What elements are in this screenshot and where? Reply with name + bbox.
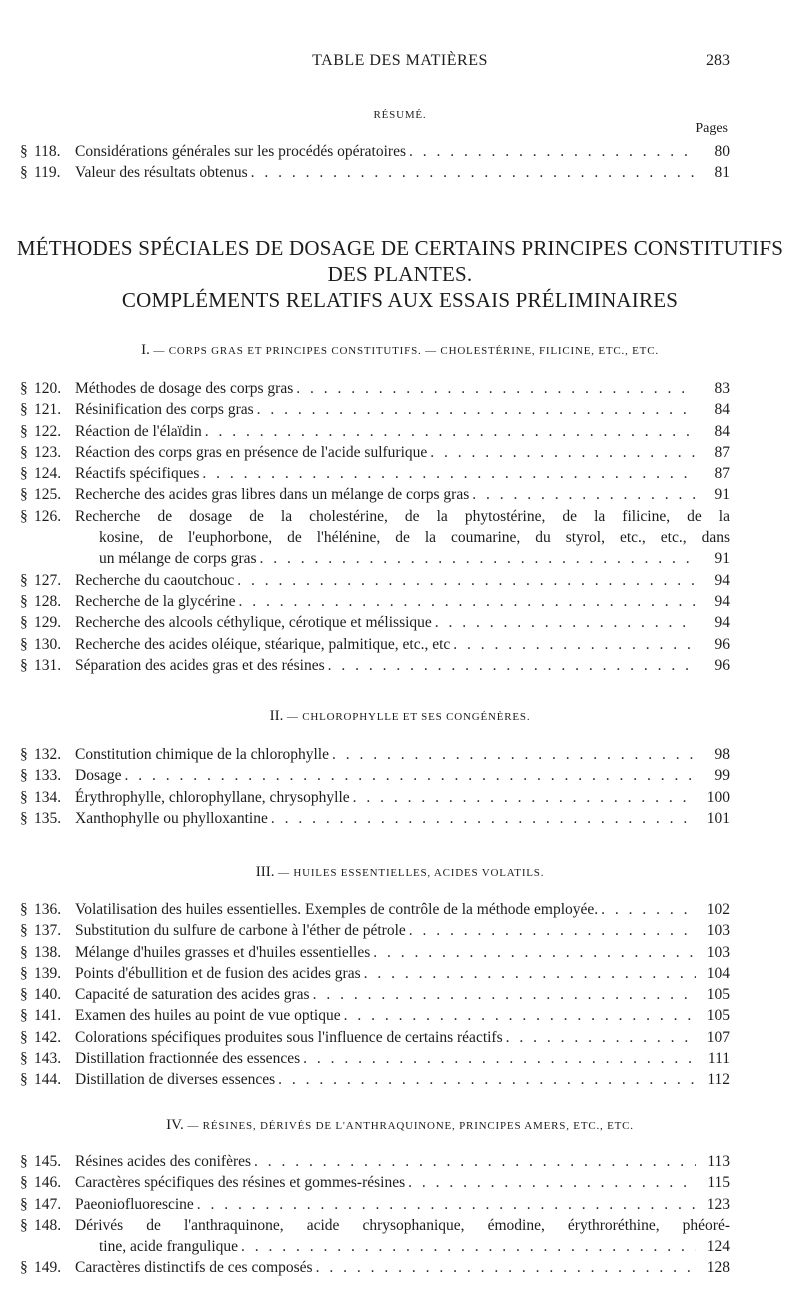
entry-page-number: 91 — [714, 550, 730, 568]
entry-body — [75, 1005, 730, 1026]
entry-page-number: 81 — [714, 164, 730, 182]
entry-leader-line — [75, 942, 730, 963]
entry-text: Érythrophylle, chlorophyllane, chrysophylle — [75, 788, 350, 806]
entry-body — [75, 141, 730, 162]
section-symbol: § — [20, 164, 28, 182]
entry-text: Valeur des résultats obtenus — [75, 164, 248, 182]
entry-text-line: Dérivés de l'anthraquinone, acide chrysophanique, émodine, érythroréthine, phéoré- — [75, 1216, 730, 1234]
pages-label: Pages — [695, 121, 728, 136]
entry-number: 144. — [34, 1071, 62, 1089]
entry-text: Réactifs spécifiques — [75, 465, 200, 483]
entry-number: 141. — [34, 1007, 62, 1025]
section-title: — HUILES ESSENTIELLES, ACIDES VOLATILS. — [274, 867, 545, 879]
resume-toc — [0, 141, 800, 184]
entry-body — [75, 612, 730, 633]
entry-page-number: 102 — [706, 901, 730, 918]
section-symbol: § — [20, 767, 28, 785]
toc-entry — [0, 920, 800, 941]
entry-leader-line — [75, 463, 730, 484]
entry-body — [75, 1215, 730, 1258]
entry-number: 146. — [34, 1174, 62, 1192]
entry-leader-line — [75, 442, 730, 463]
section-symbol: § — [20, 1028, 28, 1046]
entry-page-number: 113 — [707, 1153, 730, 1170]
entry-leader-line — [75, 548, 730, 569]
main-title-line-2: DES PLANTES. — [327, 262, 473, 286]
entry-number: 135. — [34, 809, 62, 827]
entry-text: Recherche des acides oléique, stéarique, palmitique, etc., etc — [75, 635, 451, 653]
running-header — [0, 52, 800, 76]
entry-text: Constitution chimique de la chlorophylle — [75, 746, 329, 763]
section-title: — RÉSINES, DÉRIVÉS DE L'ANTHRAQUINONE, PRINCIPES AMERS, ETC., ETC. — [183, 1120, 634, 1132]
entry-number: 120. — [34, 380, 62, 397]
section-title: — CORPS GRAS ET PRINCIPES CONSTITUTIFS. — CHOLESTÉRINE, FILICINE, ETC., ETC. — [149, 345, 659, 357]
dot-leader — [205, 421, 696, 442]
entry-body — [75, 808, 730, 829]
entry-leader-line — [75, 655, 730, 676]
entry-leader-line — [75, 399, 730, 420]
entry-number: 125. — [34, 486, 62, 504]
dot-leader — [430, 442, 696, 463]
entry-page-number: 105 — [706, 1007, 730, 1025]
entry-number: 134. — [34, 788, 62, 806]
dot-leader — [271, 808, 696, 829]
section-symbol: § — [20, 1071, 28, 1089]
section-symbol: § — [20, 901, 28, 918]
entry-text: Capacité de saturation des acides gras — [75, 986, 310, 1004]
entry-body — [75, 399, 730, 420]
entry-text: Recherche de la glycérine — [75, 592, 236, 610]
dot-leader — [303, 1048, 696, 1069]
entry-page-number: 115 — [707, 1174, 730, 1192]
toc-entry — [0, 141, 800, 162]
entry-leader-line — [75, 570, 730, 591]
entry-page-number: 111 — [707, 1050, 730, 1068]
entry-text: Volatilisation des huiles essentielles. Exemples de contrôle de la méthode employée. — [75, 901, 599, 918]
toc-entry — [0, 1027, 800, 1048]
entry-text: un mélange de corps gras — [99, 550, 257, 568]
section-symbol: § — [20, 592, 28, 610]
entry-number: 145. — [34, 1153, 62, 1170]
section-heading-4 — [0, 1117, 800, 1134]
entry-number: 118. — [34, 143, 61, 160]
dot-leader — [316, 1257, 696, 1278]
section-roman: IV. — [166, 1117, 184, 1133]
entry-text: Examen des huiles au point de vue optique — [75, 1007, 341, 1025]
entry-text: Recherche des alcools céthylique, cérotique et mélissique — [75, 614, 432, 632]
entry-body — [75, 942, 730, 963]
entry-text: Caractères distinctifs de ces composés — [75, 1259, 313, 1277]
entry-body — [75, 655, 730, 676]
toc-entry — [0, 612, 800, 633]
entry-number: 136. — [34, 901, 62, 918]
section-toc-2 — [0, 744, 800, 829]
entry-leader-line — [75, 1172, 730, 1193]
running-title: TABLE DES MATIÈRES — [312, 52, 488, 69]
section-symbol: § — [20, 1259, 28, 1277]
section-symbol: § — [20, 380, 28, 397]
entry-leader-line — [75, 787, 730, 808]
section-symbol: § — [20, 465, 28, 483]
entry-page-number: 91 — [714, 486, 730, 504]
dot-leader — [373, 942, 696, 963]
toc-entry — [0, 1151, 800, 1172]
entry-page-number: 84 — [714, 422, 730, 440]
entry-leader-line — [75, 1027, 730, 1048]
entry-number: 124. — [34, 465, 62, 483]
entry-page-number: 83 — [714, 380, 730, 397]
toc-entry — [0, 506, 800, 570]
toc-entry — [0, 162, 800, 183]
resume-heading: RÉSUMÉ. — [373, 109, 427, 121]
entry-body — [75, 920, 730, 941]
entry-body — [75, 162, 730, 183]
section-symbol: § — [20, 1195, 28, 1213]
toc-entry — [0, 634, 800, 655]
entry-text: Mélange d'huiles grasses et d'huiles essentielles — [75, 943, 371, 961]
section-symbol: § — [20, 401, 28, 419]
dot-leader — [257, 399, 696, 420]
entry-body — [75, 378, 730, 399]
main-title — [0, 235, 800, 313]
entry-body — [75, 963, 730, 984]
section-symbol: § — [20, 1153, 28, 1170]
dot-leader — [435, 612, 696, 633]
section-symbol: § — [20, 1174, 28, 1192]
dot-leader — [125, 765, 697, 786]
section-symbol: § — [20, 809, 28, 827]
toc-entry — [0, 744, 800, 765]
entry-page-number: 105 — [706, 986, 730, 1004]
entry-leader-line — [75, 920, 730, 941]
dot-leader — [260, 548, 696, 569]
entry-body — [75, 1172, 730, 1193]
entry-number: 147. — [34, 1195, 62, 1213]
section-symbol: § — [20, 746, 28, 763]
toc-entry — [0, 655, 800, 676]
entry-page-number: 84 — [714, 401, 730, 419]
entry-text: tine, acide frangulique — [99, 1238, 239, 1256]
entry-page-number: 128 — [706, 1259, 730, 1277]
entry-leader-line — [75, 1236, 730, 1257]
section-toc-4 — [0, 1151, 800, 1279]
toc-entry — [0, 399, 800, 420]
entry-number: 130. — [34, 635, 62, 653]
entry-leader-line — [75, 1151, 730, 1172]
entry-body — [75, 463, 730, 484]
main-title-line-3: COMPLÉMENTS RELATIFS AUX ESSAIS PRÉLIMINAIRES — [121, 288, 679, 312]
section-symbol: § — [20, 1050, 28, 1068]
dot-leader — [254, 1151, 696, 1172]
entry-leader-line — [75, 984, 730, 1005]
dot-leader — [197, 1194, 696, 1215]
toc-entry — [0, 1069, 800, 1090]
entry-leader-line — [75, 765, 730, 786]
toc-entry — [0, 899, 800, 920]
toc-entry — [0, 1257, 800, 1278]
dot-leader — [353, 787, 696, 808]
entry-leader-line — [75, 744, 730, 765]
entry-text: Recherche des acides gras libres dans un mélange de corps gras — [75, 486, 470, 504]
entry-text: Xanthophylle ou phylloxantine — [75, 809, 268, 827]
dot-leader — [328, 655, 696, 676]
entry-number: 139. — [34, 964, 62, 982]
dot-leader — [202, 463, 696, 484]
section-symbol: § — [20, 943, 28, 961]
dot-leader — [601, 899, 696, 920]
entry-body — [75, 1027, 730, 1048]
section-symbol: § — [20, 922, 28, 940]
entry-text: Caractères spécifiques des résines et gommes-résines — [75, 1174, 406, 1192]
entry-leader-line — [75, 1069, 730, 1090]
entry-page-number: 124 — [706, 1238, 730, 1256]
entry-text-line: Recherche de dosage de la cholestérine, de la phytostérine, de la filicine, de la — [75, 507, 730, 525]
entry-leader-line — [75, 612, 730, 633]
section-symbol: § — [20, 486, 28, 504]
entry-number: 142. — [34, 1028, 62, 1046]
entry-text: Distillation de diverses essences — [75, 1071, 276, 1089]
entry-text-line: kosine, de l'euphorbone, de l'hélénine, de la coumarine, du styrol, etc., etc., dans — [99, 529, 730, 547]
entry-number: 149. — [34, 1259, 62, 1277]
section-heading-1 — [0, 342, 800, 359]
dot-leader — [344, 1005, 696, 1026]
entry-number: 138. — [34, 943, 62, 961]
entry-page-number: 94 — [714, 571, 730, 589]
entry-leader-line — [75, 484, 730, 505]
main-title-line-1: MÉTHODES SPÉCIALES DE DOSAGE DE CERTAINS PRINCIPES CONSTITUTIFS — [16, 236, 784, 260]
entry-page-number: 94 — [714, 614, 730, 632]
toc-entry — [0, 570, 800, 591]
section-symbol: § — [20, 788, 28, 806]
toc-entry — [0, 787, 800, 808]
toc-entry — [0, 591, 800, 612]
entry-number: 128. — [34, 592, 62, 610]
entry-page-number: 96 — [714, 656, 730, 674]
entry-leader-line — [75, 963, 730, 984]
entry-text: Points d'ébullition et de fusion des acides gras — [75, 964, 361, 982]
entry-body — [75, 1257, 730, 1278]
entry-number: 137. — [34, 922, 62, 940]
entry-body — [75, 765, 730, 786]
entry-text: Colorations spécifiques produites sous l'influence de certains réactifs — [75, 1028, 503, 1046]
entry-text: Réaction des corps gras en présence de l'acide sulfurique — [75, 443, 428, 461]
entry-page-number: 94 — [714, 592, 730, 610]
entry-number: 132. — [34, 746, 62, 763]
dot-leader — [409, 920, 696, 941]
entry-number: 123. — [34, 443, 62, 461]
entry-body — [75, 744, 730, 765]
entry-body — [75, 899, 730, 920]
toc-entry — [0, 963, 800, 984]
dot-leader — [506, 1027, 696, 1048]
entry-body — [75, 570, 730, 591]
entry-page-number: 99 — [714, 767, 730, 785]
entry-body — [75, 1151, 730, 1172]
entry-leader-line — [75, 591, 730, 612]
toc-entry — [0, 1005, 800, 1026]
entry-leader-line — [75, 162, 730, 183]
toc-entry — [0, 984, 800, 1005]
entry-number: 126. — [34, 507, 62, 525]
dot-leader — [251, 162, 696, 183]
section-symbol: § — [20, 964, 28, 982]
entry-text: Considérations générales sur les procédés opératoires — [75, 143, 406, 160]
entry-page-number: 104 — [706, 964, 730, 982]
section-symbol: § — [20, 986, 28, 1004]
entry-leader-line — [75, 1048, 730, 1069]
section-title: — CHLOROPHYLLE ET SES CONGÉNÈRES. — [283, 711, 531, 723]
entry-text: Substitution du sulfure de carbone à l'éther de pétrole — [75, 922, 406, 940]
entry-body — [75, 506, 730, 570]
section-symbol: § — [20, 635, 28, 653]
entry-text: Dosage — [75, 767, 122, 785]
entry-body — [75, 787, 730, 808]
dot-leader — [237, 570, 696, 591]
entry-number: 143. — [34, 1050, 62, 1068]
entry-body — [75, 421, 730, 442]
toc-entry — [0, 808, 800, 829]
entry-body — [75, 442, 730, 463]
entry-leader-line — [75, 1005, 730, 1026]
entry-page-number: 107 — [706, 1028, 730, 1046]
section-symbol: § — [20, 571, 28, 589]
entry-text: Recherche du caoutchouc — [75, 571, 235, 589]
entry-page-number: 96 — [714, 635, 730, 653]
dot-leader — [239, 591, 696, 612]
section-symbol: § — [20, 614, 28, 632]
section-symbol: § — [20, 1007, 28, 1025]
entry-page-number: 103 — [706, 922, 730, 940]
entry-body — [75, 984, 730, 1005]
entry-page-number: 98 — [714, 746, 730, 763]
section-roman: III. — [255, 864, 275, 880]
entry-text: Séparation des acides gras et des résines — [75, 656, 325, 674]
entry-number: 122. — [34, 422, 62, 440]
entry-body — [75, 1069, 730, 1090]
entry-leader-line — [75, 808, 730, 829]
section-roman: II. — [269, 708, 284, 724]
toc-entry — [0, 484, 800, 505]
entry-page-number: 100 — [706, 788, 730, 806]
entry-body — [75, 1048, 730, 1069]
entry-text: Réaction de l'élaïdin — [75, 422, 202, 440]
section-roman: I. — [141, 342, 150, 358]
toc-entry — [0, 421, 800, 442]
entry-number: 129. — [34, 614, 62, 632]
dot-leader — [241, 1236, 696, 1257]
dot-leader — [332, 744, 696, 765]
entry-number: 148. — [34, 1216, 62, 1234]
toc-entry — [0, 765, 800, 786]
entry-leader-line — [75, 899, 730, 920]
toc-entry — [0, 1048, 800, 1069]
entry-number: 119. — [34, 164, 61, 182]
section-heading-3 — [0, 864, 800, 881]
entry-page-number: 123 — [706, 1195, 730, 1213]
entry-leader-line — [75, 634, 730, 655]
section-heading-2 — [0, 708, 800, 725]
entry-body — [75, 484, 730, 505]
entry-page-number: 87 — [714, 443, 730, 461]
entry-page-number: 103 — [706, 943, 730, 961]
dot-leader — [313, 984, 696, 1005]
entry-page-number: 80 — [714, 143, 730, 160]
entry-text: Résines acides des conifères — [75, 1153, 252, 1170]
entry-leader-line — [75, 141, 730, 162]
toc-entry — [0, 1172, 800, 1193]
toc-entry — [0, 1194, 800, 1215]
section-symbol: § — [20, 422, 28, 440]
entry-text: Méthodes de dosage des corps gras — [75, 380, 294, 397]
section-symbol: § — [20, 443, 28, 461]
section-symbol: § — [20, 656, 28, 674]
dot-leader — [296, 378, 696, 399]
entry-page-number: 87 — [714, 465, 730, 483]
toc-entry — [0, 442, 800, 463]
toc-entry — [0, 463, 800, 484]
dot-leader — [453, 634, 696, 655]
entry-text: Distillation fractionnée des essences — [75, 1050, 301, 1068]
page-number: 283 — [706, 52, 730, 69]
entry-page-number: 112 — [707, 1071, 730, 1089]
section-symbol: § — [20, 143, 28, 160]
entry-body — [75, 591, 730, 612]
entry-text: Résinification des corps gras — [75, 401, 254, 419]
entry-leader-line — [75, 421, 730, 442]
entry-body — [75, 1194, 730, 1215]
entry-leader-line — [75, 378, 730, 399]
entry-number: 127. — [34, 571, 62, 589]
toc-entry — [0, 942, 800, 963]
entry-number: 140. — [34, 986, 62, 1004]
toc-entry — [0, 1215, 800, 1258]
dot-leader — [364, 963, 696, 984]
dot-leader — [278, 1069, 696, 1090]
section-symbol: § — [20, 507, 28, 525]
entry-leader-line — [75, 1194, 730, 1215]
section-symbol: § — [20, 1216, 28, 1234]
entry-number: 133. — [34, 767, 62, 785]
dot-leader — [472, 484, 696, 505]
entry-text: Paeoniofluorescine — [75, 1195, 194, 1213]
toc-entry — [0, 378, 800, 399]
entry-number: 121. — [34, 401, 62, 419]
entry-leader-line — [75, 1257, 730, 1278]
dot-leader — [408, 1172, 696, 1193]
section-toc-1 — [0, 378, 800, 676]
dot-leader — [409, 141, 696, 162]
entry-number: 131. — [34, 656, 62, 674]
entry-page-number: 101 — [706, 809, 730, 827]
entry-body — [75, 634, 730, 655]
section-toc-3 — [0, 899, 800, 1091]
